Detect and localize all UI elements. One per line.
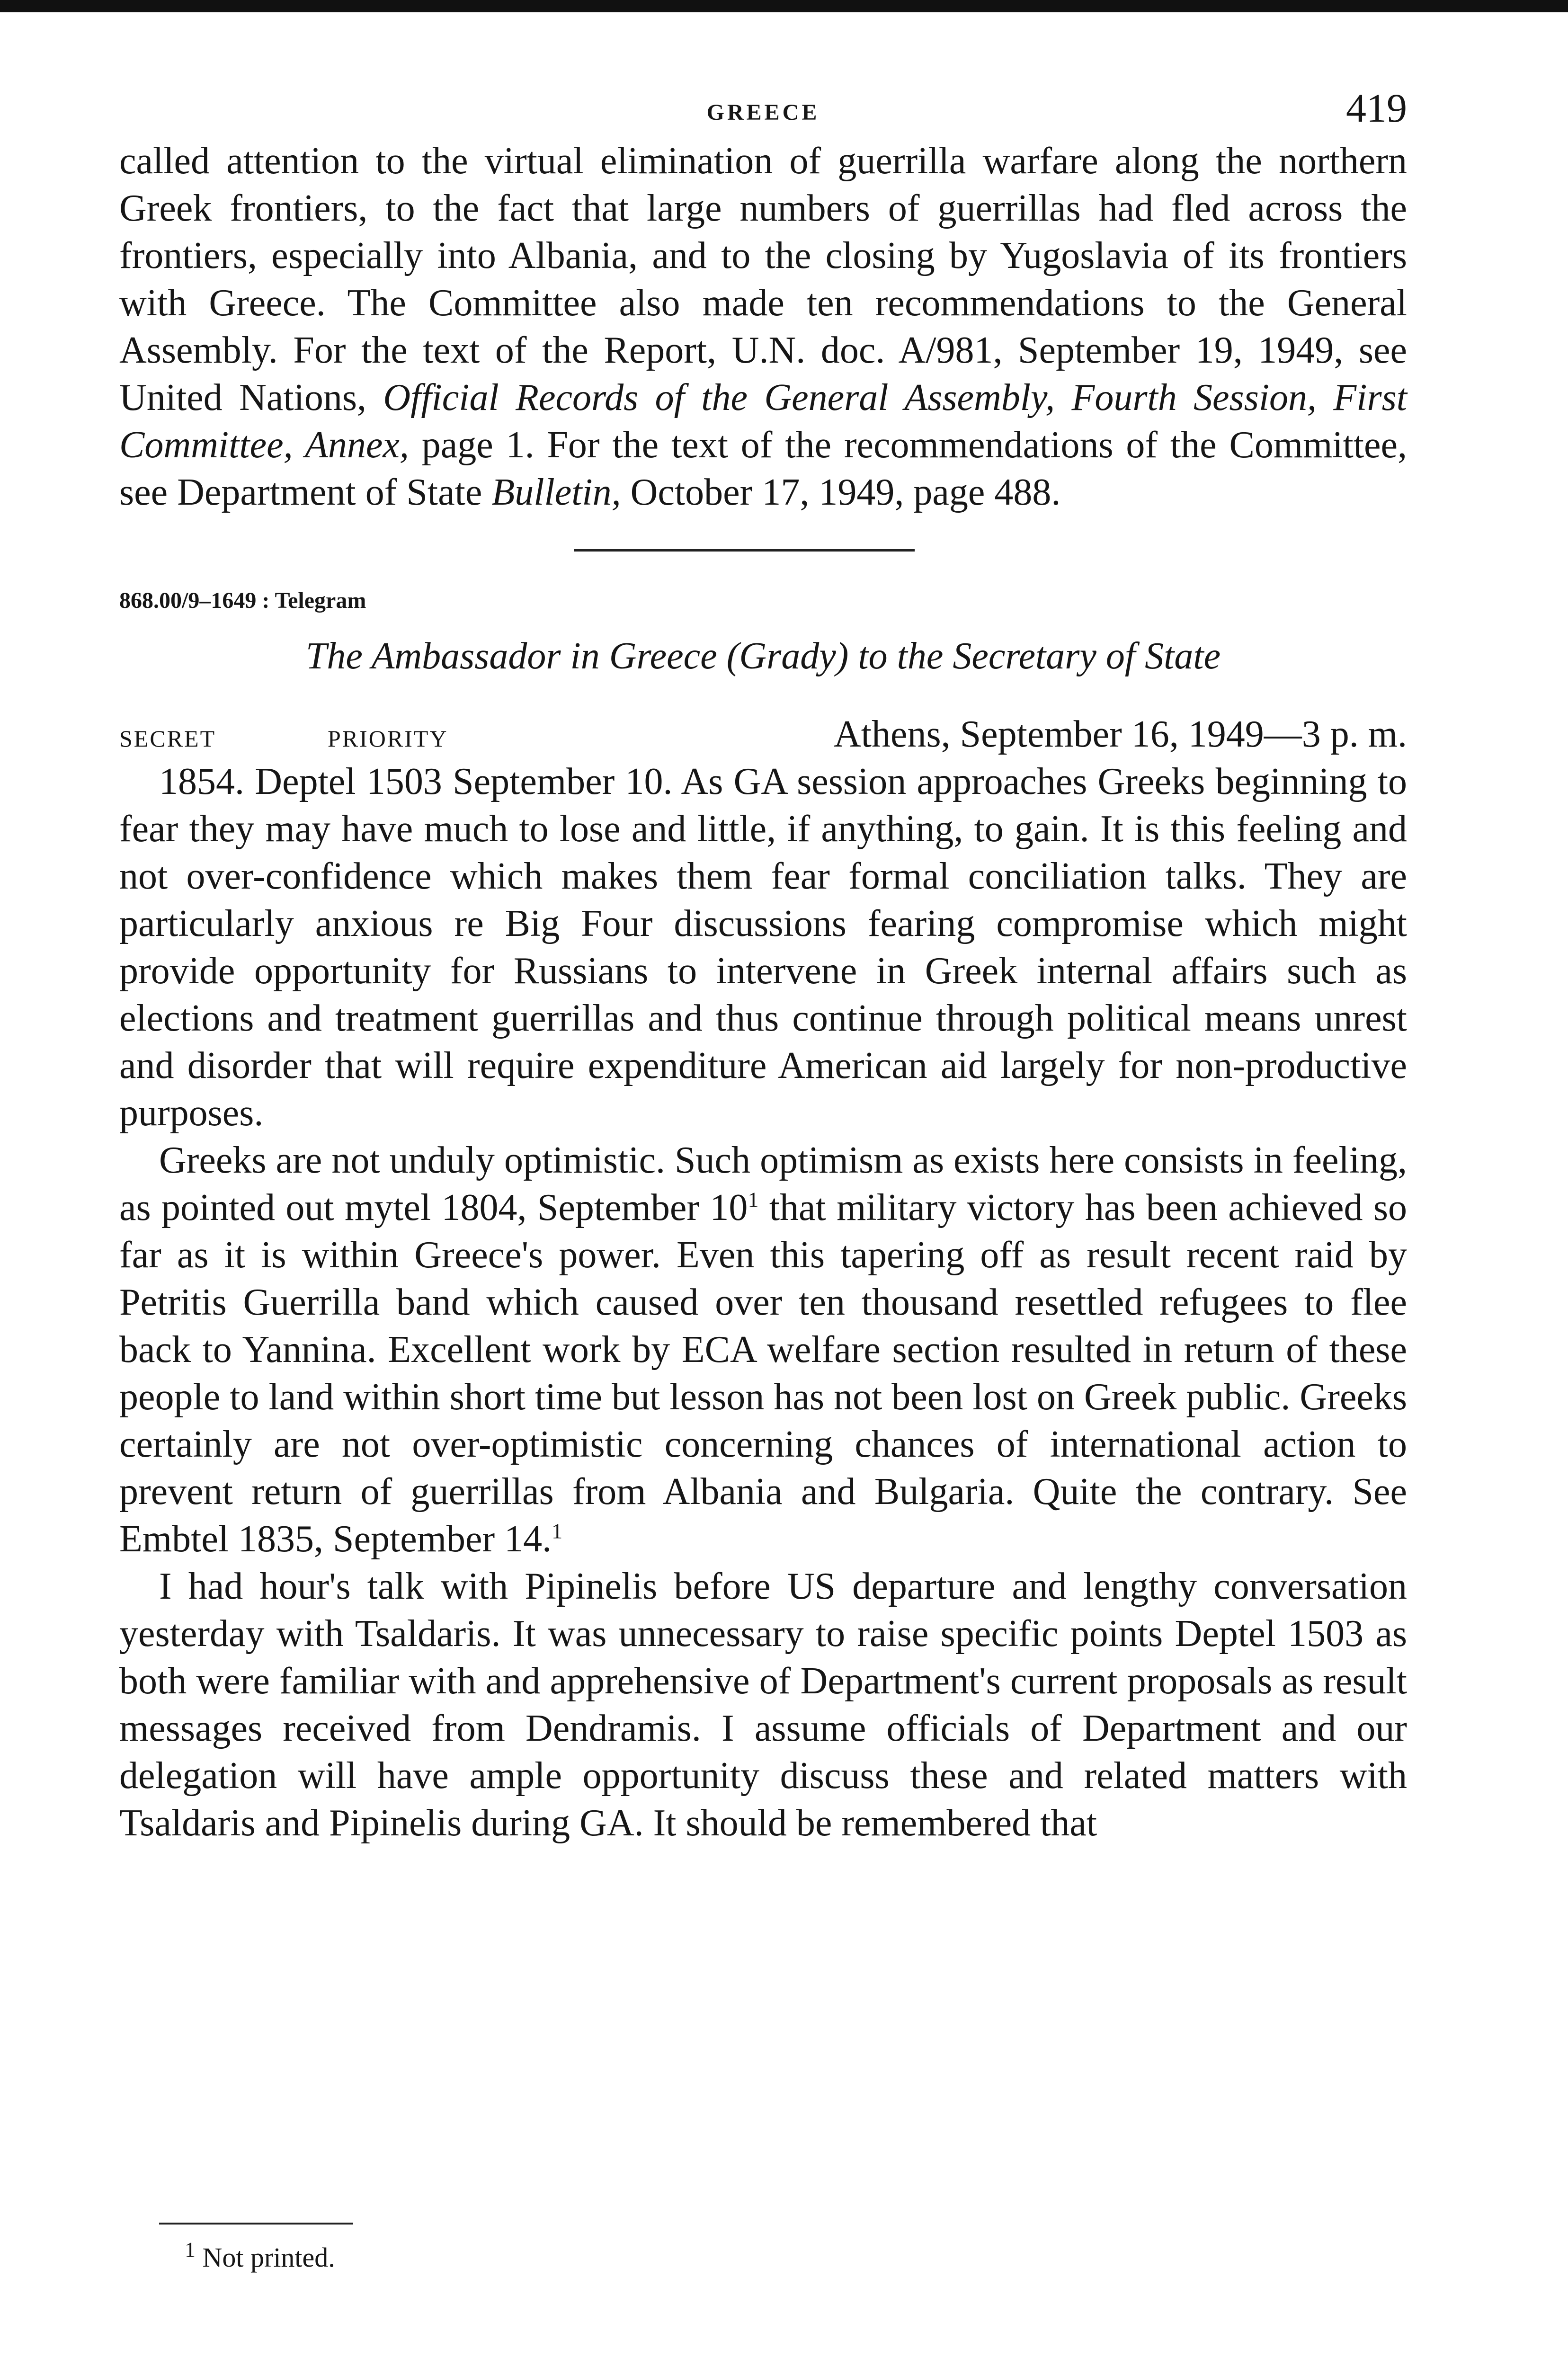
footnote [185, 2237, 335, 2273]
continuation-mid: page 1. For the text of the recommendations of the Committee, see Department of State [119, 424, 1407, 513]
paragraph-2-text-b: that military victory has been achieved so far as it is within Greece's power. Even this tapering off as result recent raid by Petritis Guerrilla band which caused over ten thousand resettled refugees to flee back to Yannina. Excellent work by ECA welfare section resulted in return of these people to land within short time but lesson has not been lost on Greek public. Greeks certainly are not over-optimistic concerning chances of international action to prevent return of guerrillas from Albania and Bulgaria. Quite the contrary. See Embtel 1835, September 14. [119, 1187, 1408, 1560]
top-edge-rule [0, 0, 1568, 12]
footnote-marker: 1 [185, 2237, 196, 2262]
page-body [119, 71, 1407, 1847]
telegram-paragraph-2 [119, 1137, 1407, 1563]
footnote-rule [159, 2223, 353, 2225]
continuation-lead: called attention to the virtual elimination of guerrilla warfare along the northern Greek frontiers, to the fact that large numbers of guerrillas had fled across the frontiers, especially into Albania, and to the closing by Yugoslavia of its frontiers with Greece. The Committee also made ten recommendations to the General Assembly. For the text of the Report, U.N. doc. A/981, September 19, 1949, see United Nations, [119, 140, 1407, 418]
continuation-italic-title: Official Records of the General Assembly, Fourth Session, First Committee, Annex, [119, 377, 1407, 466]
footnote-reference: 1 [552, 1519, 563, 1543]
section-separator [574, 549, 915, 552]
page-number: 419 [1346, 85, 1407, 131]
footnote-text: Not printed. [202, 2242, 335, 2273]
dateline [119, 713, 1407, 756]
continuation-tail: October 17, 1949, page 488. [621, 472, 1061, 513]
classification-label: SECRET [119, 725, 216, 752]
running-title: GREECE [706, 100, 820, 125]
continuation-paragraph [119, 137, 1407, 516]
continuation-italic-bulletin: Bulletin, [491, 472, 621, 513]
telegram-paragraph-3: I had hour's talk with Pipinelis before US departure and lengthy conversation yesterday with Tsaldaris. It was unnecessary to raise specific points Deptel 1503 as both were familiar with and apprehensive of Department's current proposals as result messages received from Dendramis. I assume officials of Department and our delegation will have ample opportunity discuss these and related matters with Tsaldaris and Pipinelis during GA. It should be remembered that [119, 1566, 1407, 1844]
place-date: Athens, September 16, 1949—3 p. m. [834, 713, 1407, 755]
priority-label: PRIORITY [328, 725, 448, 752]
file-reference: 868.00/9–1649 : Telegram [119, 588, 366, 613]
paragraph-2-text-a: Greeks are not unduly optimistic. Such optimism as exists here consists in feeling, as pointed out mytel 1804, September 10 [119, 1139, 1407, 1228]
telegram-paragraph-1: 1854. Deptel 1503 September 10. As GA session approaches Greeks beginning to fear they may have much to lose and little, if anything, to gain. It is this feeling and not over-confidence which makes them fear formal conciliation talks. They are particularly anxious re Big Four discussions fearing compromise which might provide opportunity for Russians to intervene in Greek internal affairs such as elections and treatment guerrillas and thus continue through political means unrest and disorder that will require expenditure American aid largely for non-productive purposes. [119, 761, 1407, 1134]
footnote-reference: 1 [748, 1187, 759, 1212]
document-heading: The Ambassador in Greece (Grady) to the Secretary of State [305, 635, 1221, 677]
running-head [119, 71, 1407, 137]
